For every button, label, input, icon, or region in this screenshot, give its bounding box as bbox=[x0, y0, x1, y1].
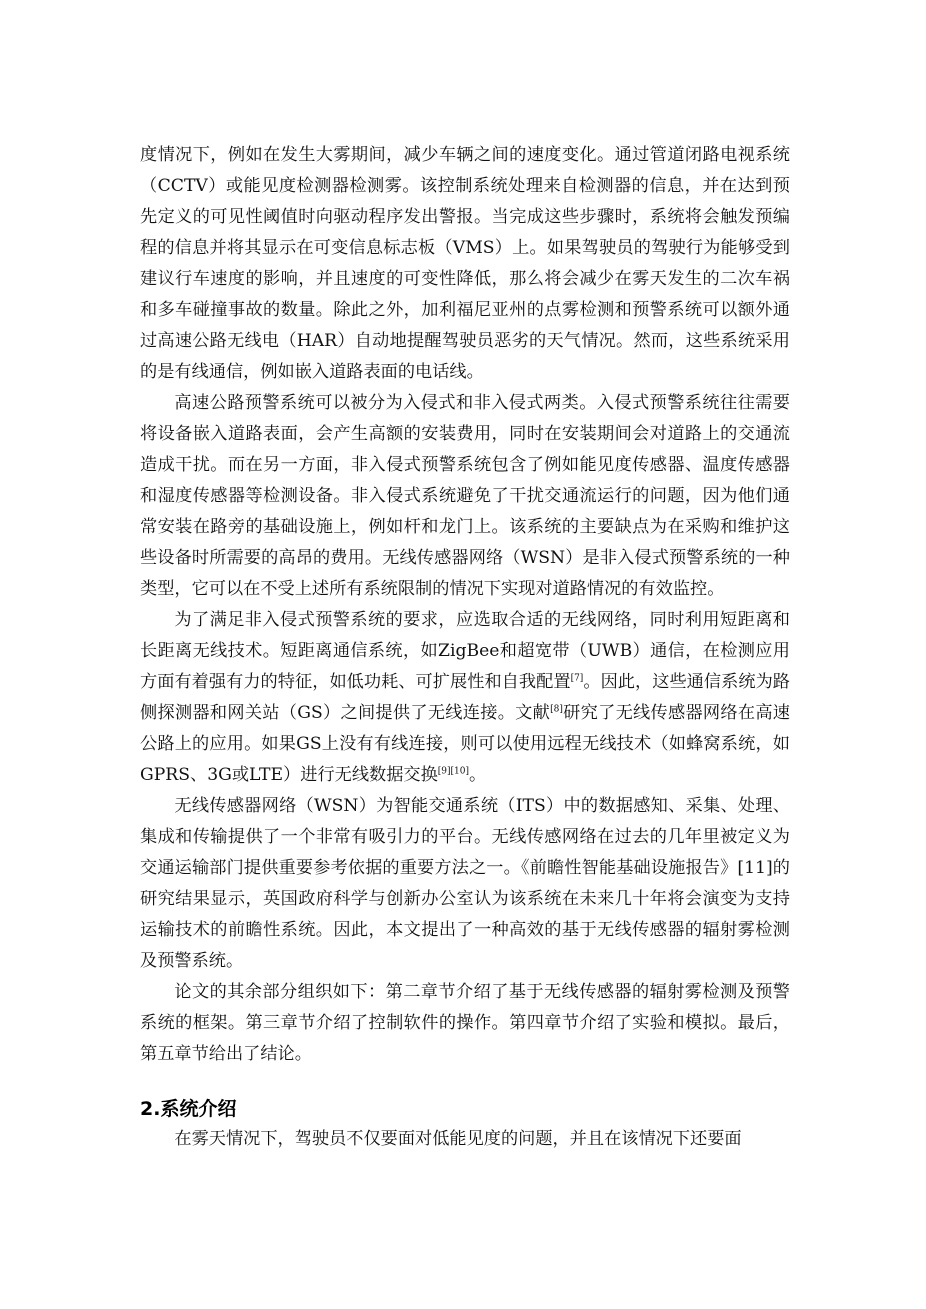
paragraph-section-intro: 在雾天情况下，驾驶员不仅要面对低能见度的问题，并且在该情况下还要面 bbox=[174, 1129, 742, 1149]
paragraph-continuation: 度情况下，例如在发生大雾期间，减少车辆之间的速度变化。通过管道闭路电视系统（CCTV）或能见度检测器检测雾。该控制系统处理来自检测器的信息，并在达到预先定义的可见性阈值时向驱动程序发出警报。当完成这些步骤时，系统将会触发预编程的信息并将其显示在可变信息标志板（VMS）上。如果驾驶员的驾驶行为能够受到建议行车速度的影响，并且速度的可变性降低，那么将会减少在雾天发生的二次车祸和多车碰撞事故的数量。除此之外，加利福尼亚州的点雾检测和预警系统可以额外通过高速公路无线电（HAR）自动地提醒驾驶员恶劣的天气情况。然而，这些系统采用的是有线通信，例如嵌入道路表面的电话线。 bbox=[140, 145, 790, 382]
paragraph-text: 。 bbox=[469, 765, 487, 785]
citation-9-10: [9][10] bbox=[437, 766, 469, 777]
paragraph-wireless-technologies bbox=[140, 605, 790, 791]
citation-8: [8] bbox=[550, 704, 563, 715]
paragraph-text: 为了满足非入侵式预警系统的要求，应选取合适的无线网络，同时利用短距离和长距离无线技术。短距离通信系统，如ZigBee和超宽带（UWB）通信，在检测应用方面有着强有力的特征，如低功耗、可扩展性和自我配置 bbox=[140, 610, 790, 692]
paragraph-text: 。因此，这些通信系统为路侧探测器和网关站（GS）之间提供了无线连接。文献 bbox=[140, 672, 790, 723]
paragraph-warning-system-types: 高速公路预警系统可以被分为入侵式和非入侵式两类。入侵式预警系统往往需要将设备嵌入道路表面，会产生高额的安装费用，同时在安装期间会对道路上的交通流造成干扰。而在另一方面，非入侵式预警系统包含了例如能见度传感器、温度传感器和湿度传感器等检测设备。非入侵式系统避免了干扰交通流运行的问题，因为他们通常安装在路旁的基础设施上，例如杆和龙门上。该系统的主要缺点为在采购和维护这些设备时所需要的高昂的费用。无线传感器网络（WSN）是非入侵式预警系统的一种类型，它可以在不受上述所有系统限制的情况下实现对道路情况的有效监控。 bbox=[140, 393, 790, 599]
paragraph-text: 研究了无线传感器网络在高速公路上的应用。如果GS上没有有线连接，则可以使用远程无线技术（如蜂窝系统，如GPRS、3G或LTE）进行无线数据交换 bbox=[140, 703, 790, 785]
document-page bbox=[140, 140, 790, 1155]
paragraph-wsn-its: 无线传感器网络（WSN）为智能交通系统（ITS）中的数据感知、采集、处理、集成和传输提供了一个非常有吸引力的平台。无线传感网络在过去的几年里被定义为交通运输部门提供重要参考依据的重要方法之一。《前瞻性智能基础设施报告》[11]的研究结果显示，英国政府科学与创新办公室认为该系统在未来几十年将会演变为支持运输技术的前瞻性系统。因此，本文提出了一种高效的基于无线传感器的辐射雾检测及预警系统。 bbox=[140, 796, 790, 971]
citation-7: [7] bbox=[570, 673, 584, 684]
section-heading: 2.系统介绍 bbox=[140, 1098, 237, 1120]
paragraph-paper-organization: 论文的其余部分组织如下：第二章节介绍了基于无线传感器的辐射雾检测及预警系统的框架。第三章节介绍了控制软件的操作。第四章节介绍了实验和模拟。最后，第五章节给出了结论。 bbox=[140, 982, 790, 1064]
